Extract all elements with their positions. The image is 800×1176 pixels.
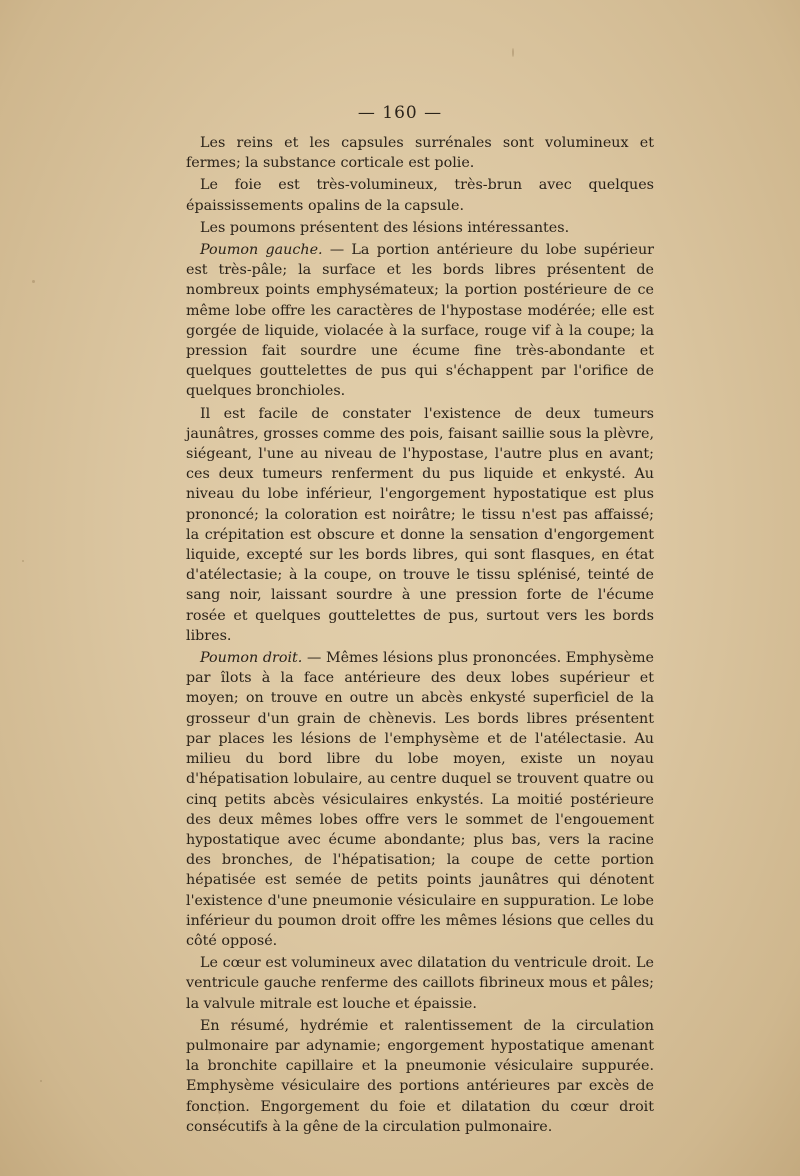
paper-speck — [32, 280, 35, 283]
paragraph — [186, 404, 654, 646]
paper-speck — [22, 560, 24, 562]
paragraph — [186, 1016, 654, 1137]
paragraph-text: Il est facile de constater l'existence de deux tumeurs jaunâtres, grosses comme des pois, faisant saillie sous la plèvre, siégeant, l'une au niveau de l'hypostase, l'autre plus en avant; ces deux tumeurs renferment du pus liquide et enkysté. Au niveau du lobe inférieur, l'engorgement hypostatique est plus prononcé; la coloration est noirâtre; le tissu n'est pas affaissé; la crépitation est obscure et donne la sensation d'engorgement liquide, excepté sur les bords libres, qui sont flasques, en état d'atélectasie; à la coupe, on trouve le tissu splénisé, teinté de sang noir, laissant sourdre à une pression forte de l'écume rosée et quelques gouttelettes de pus, surtout vers les bords libres. — [186, 405, 654, 644]
paragraph-text: Les poumons présentent des lésions intéressantes. — [200, 219, 570, 236]
section-heading-right-lung: Poumon droit. — [200, 650, 303, 667]
paper-speck — [40, 1080, 42, 1082]
paragraph-text: Le cœur est volumineux avec dilatation du ventricule droit. Le ventricule gauche renferme des caillots fibrineux mous et pâles; la valvule mitrale est louche et épaissie. — [186, 955, 654, 1012]
paragraph-text: — Mêmes lésions plus prononcées. Emphysème par îlots à la face antérieure des deux lobes supérieur et moyen; on trouve en outre un abcès enkysté superficiel de la grosseur d'un grain de chènevis. Les bords libres présentent par places les lésions de l'emphysème et de l'atélectasie. Au milieu du bord libre du lobe moyen, existe un noyau d'hépatisation lobulaire, au centre duquel se trouvent quatre ou cinq petits abcès vésiculaires enkystés. La moitié postérieure des deux mêmes lobes offre vers le sommet de l'engouement hypostatique avec écume abondante; plus bas, vers la racine des bronches, de l'hépatisation; la coupe de cette portion hépatisée est semée de petits points jaunâtres qui dénotent l'existence d'une pneumonie vésiculaire en suppuration. Le lobe inférieur du poumon droit offre les mêmes lésions que celles du côté opposé. — [186, 650, 655, 949]
paragraph-text: Les reins et les capsules surrénales sont volumineux et fermes; la substance corticale est polie. — [186, 135, 654, 172]
paragraph — [186, 218, 654, 238]
paragraph — [186, 133, 654, 173]
body-text — [186, 133, 654, 1139]
paragraph — [186, 175, 654, 215]
paragraph-text: — La portion antérieure du lobe supérieur est très-pâle; la surface et les bords libres présentent de nombreux points emphysémateux; la portion postérieure de ce même lobe offre les caractères de l'hypostase modérée; elle est gorgée de liquide, violacée à la surface, rouge vif à la coupe; la pression fait sourdre une écume fine très-abondante et quelques gouttelettes de pus qui s'échappent par l'orifice de quelques bronchioles. — [186, 242, 654, 400]
paragraph-text: En résumé, hydrémie et ralentissement de la circulation pulmonaire par adynamie; engorgement hypostatique amenant la bronchite capillaire et la pneumonie vésiculaire suppurée. Emphysème vésiculaire des portions antérieures par excès de fonction. Engorgement du foie et dilatation du cœur droit consécutifs à la gêne de la circulation pulmonaire. — [186, 1017, 654, 1135]
page-number: — 160 — — [357, 103, 443, 123]
section-heading-left-lung: Poumon gauche. — [200, 242, 323, 259]
paragraph — [186, 648, 654, 951]
paragraph — [186, 953, 654, 1014]
paper-speck — [512, 48, 514, 57]
paragraph-text: Le foie est très-volumineux, très-brun avec quelques épaississements opalins de la capsule. — [186, 177, 654, 214]
paragraph — [186, 240, 654, 402]
